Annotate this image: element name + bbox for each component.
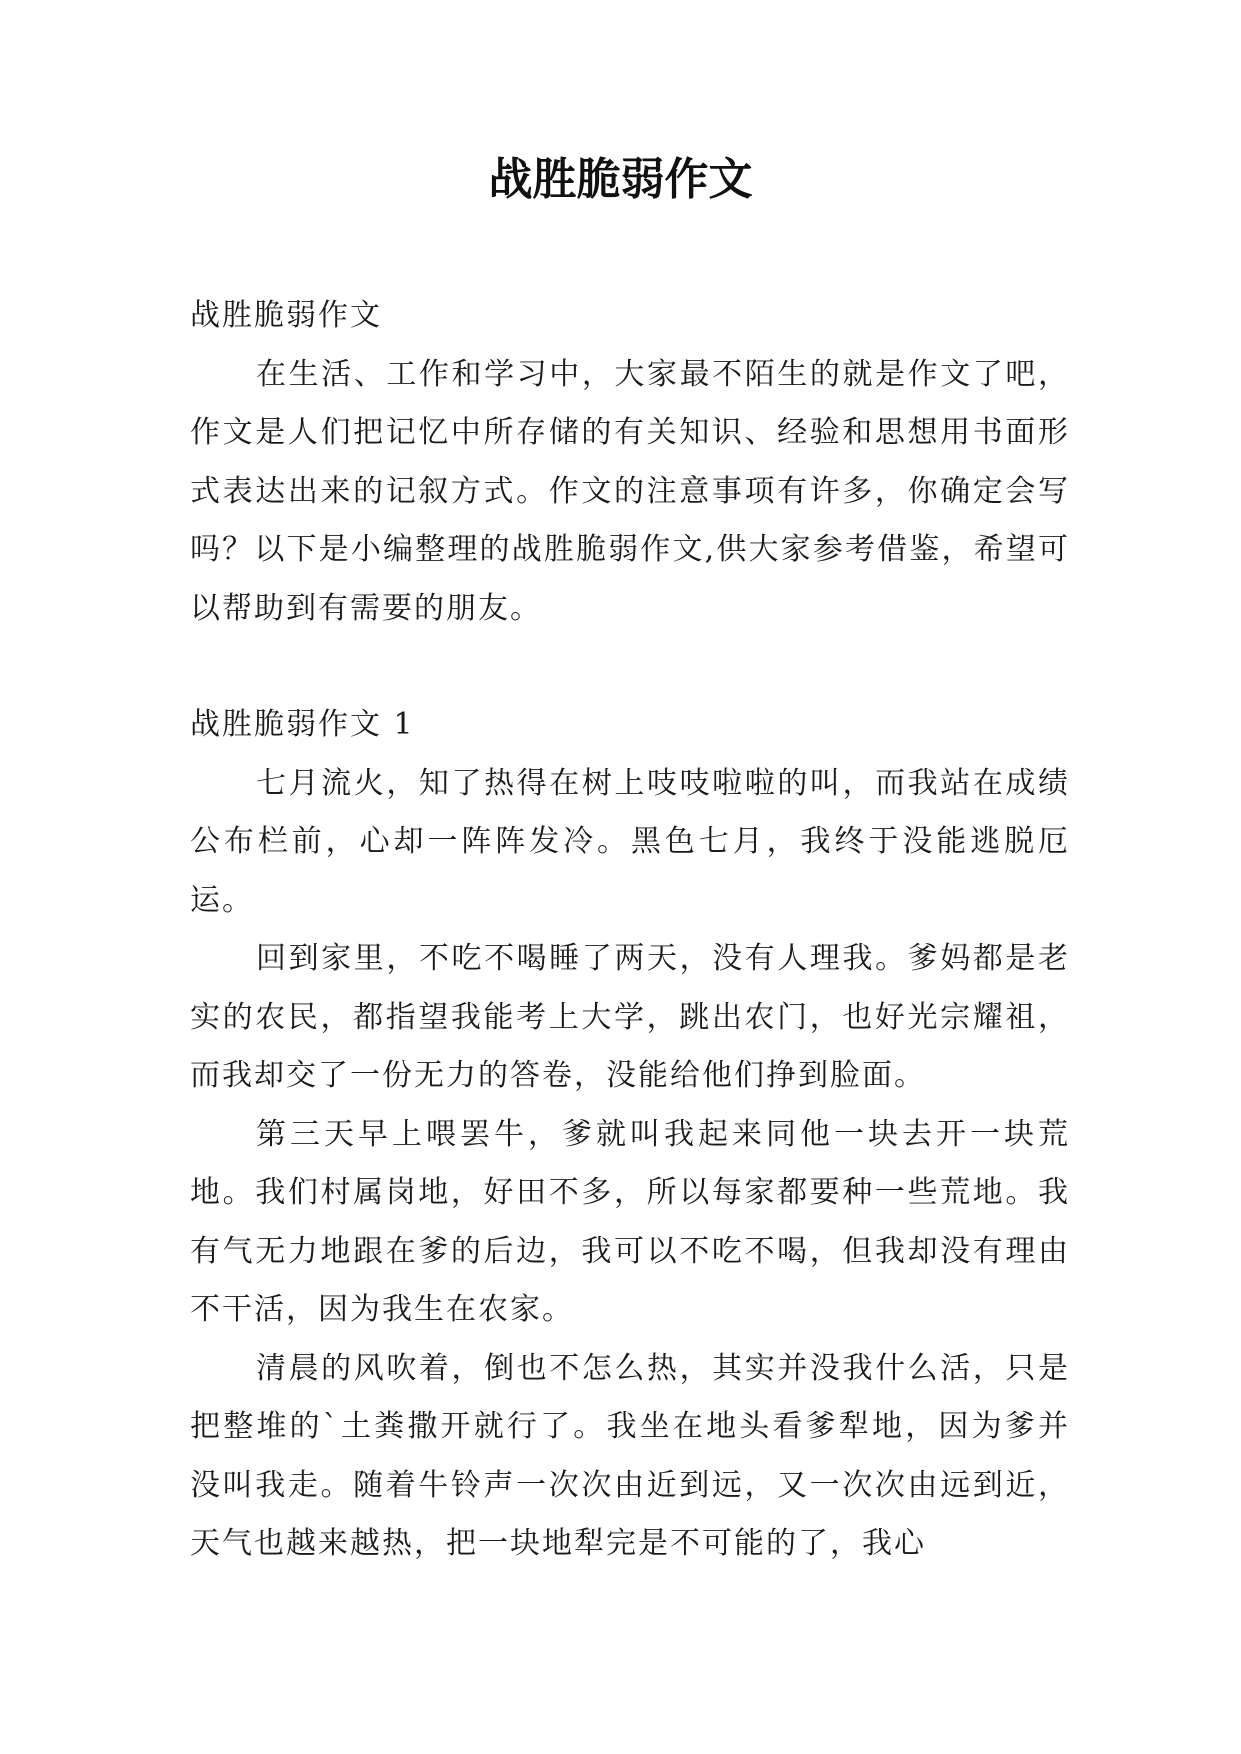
body-paragraph-3: 第三天早上喂罢牛，爹就叫我起来同他一块去开一块荒地。我们村属岗地，好田不多，所以每家都要种一些荒地。我有气无力地跟在爹的后边，我可以不吃不喝，但我却没有理由不干活，因为我生在农家。 bbox=[190, 1116, 1070, 1327]
document-body bbox=[190, 287, 1070, 1574]
body-paragraph-2: 回到家里，不吃不喝睡了两天，没有人理我。爹妈都是老实的农民，都指望我能考上大学，跳出农门，也好光宗耀祖，而我却交了一份无力的答卷，没能给他们挣到脸面。 bbox=[190, 941, 1070, 1093]
section-spacer bbox=[190, 638, 1070, 696]
document-title: 战胜脆弱作文 bbox=[488, 154, 753, 205]
body-paragraph-1: 七月流火，知了热得在树上吱吱啦啦的叫，而我站在成绩公布栏前，心却一阵阵发冷。黑色七月，我终于没能逃脱厄运。 bbox=[190, 765, 1070, 918]
body-paragraph-4: 清晨的风吹着，倒也不怎么热，其实并没我什么活，只是把整堆的`土粪撒开就行了。我坐在地头看爹犁地，因为爹并没叫我走。随着牛铃声一次次由近到远，又一次次由远到近，天气也越来越热，把一块地犁完是不可能的了，我心 bbox=[190, 1350, 1070, 1561]
section-heading: 战胜脆弱作文 1 bbox=[190, 707, 415, 742]
document-subtitle: 战胜脆弱作文 bbox=[190, 298, 382, 333]
intro-paragraph: 在生活、工作和学习中，大家最不陌生的就是作文了吧，作文是人们把记忆中所存储的有关知识、经验和思想用书面形式表达出来的记叙方式。作文的注意事项有许多，你确定会写吗？以下是小编整理的战胜脆弱作文,供大家参考借鉴，希望可以帮助到有需要的朋友。 bbox=[190, 356, 1070, 626]
